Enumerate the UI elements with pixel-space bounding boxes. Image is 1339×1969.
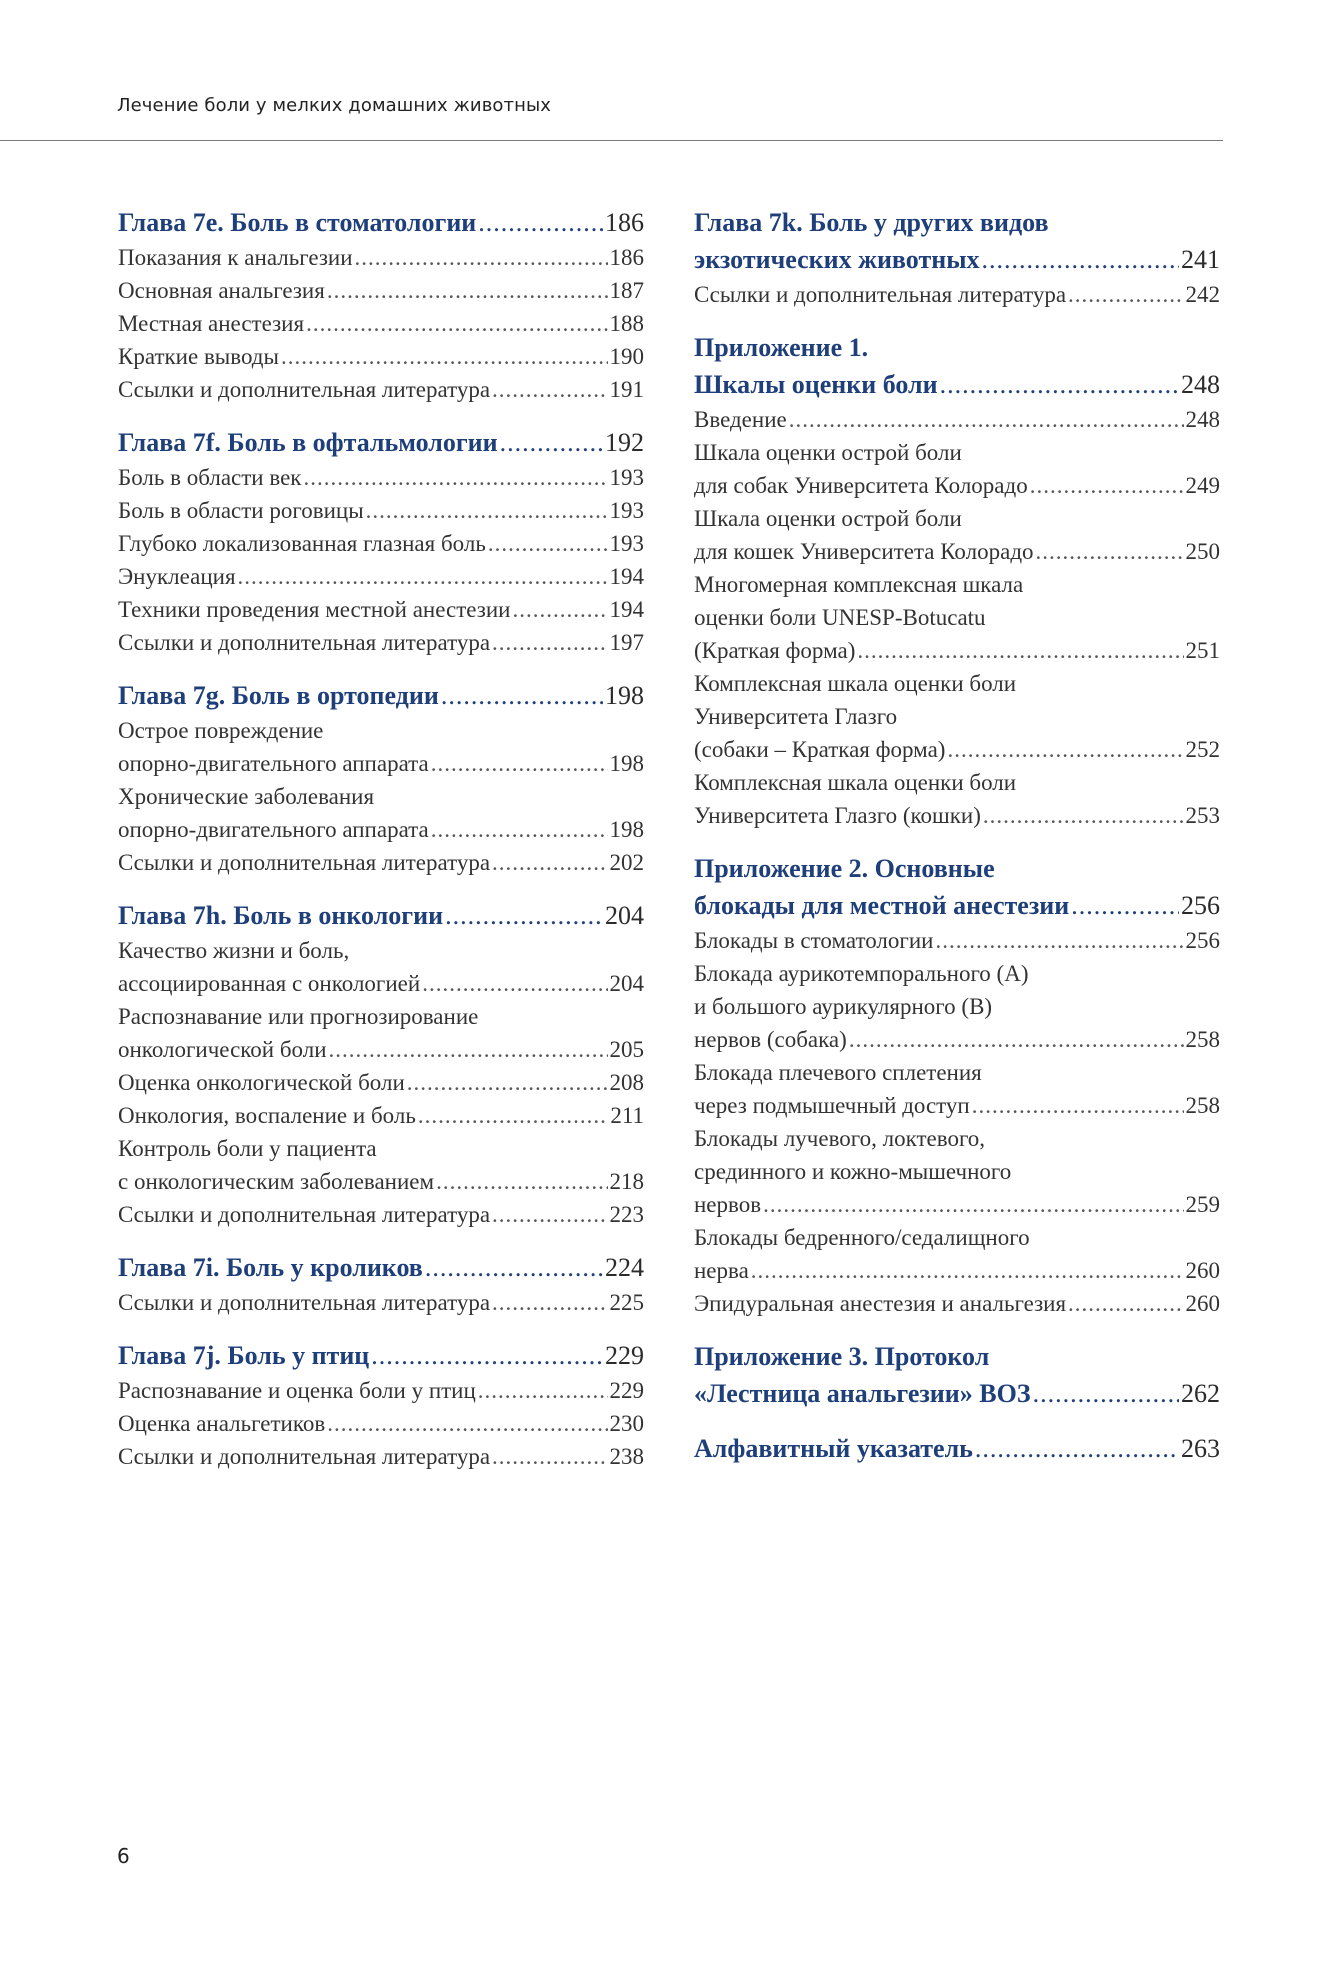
dot-leader [366,494,608,527]
dot-leader [281,340,608,373]
toc-heading-text: Шкалы оценки боли [694,370,938,399]
dot-leader [763,1188,1183,1221]
dot-leader [371,1337,603,1374]
toc-heading-text: Глава 7h. Боль в онкологии [118,901,444,930]
toc-heading-row[interactable] [694,366,1220,403]
toc-entry-line: Качество жизни и боль, [118,938,350,963]
toc-entry-row[interactable] [118,747,644,780]
toc-heading-text: Глава 7f. Боль в офтальмологии [118,428,498,457]
toc-entry-row[interactable] [118,593,644,626]
dot-leader [940,366,1179,403]
toc-entry-text: Ссылки и дополнительная литература [118,850,491,875]
toc-entry-text: через подмышечный доступ [694,1093,970,1118]
toc-page-number: 225 [609,1290,644,1315]
toc-page-number: 250 [1185,539,1220,564]
toc-heading-text: Алфавитный указатель [694,1434,973,1463]
dot-leader [422,967,607,1000]
dot-leader [492,373,607,406]
toc-entry-text: Местная анестезия [118,311,305,336]
dot-leader [488,527,608,560]
toc-page-number: 249 [1185,473,1220,498]
toc-entry-text: нерва [694,1258,749,1283]
dot-leader [303,461,607,494]
toc-entry-text: Эпидуральная анестезия и анальгезия [694,1291,1067,1316]
toc-page-number: 223 [609,1202,644,1227]
toc-entry-line: Шкала оценки острой боли [694,440,962,465]
dot-leader [441,677,603,714]
dot-leader [431,747,608,780]
toc-entry-row[interactable] [118,1286,644,1319]
toc-entry-text: Краткие выводы [118,344,279,369]
toc-entry-row[interactable] [694,403,1220,436]
toc-entry-text: нервов (собака) [694,1027,847,1052]
toc-page-number: 198 [609,817,644,842]
toc-right-column [694,204,1220,1485]
toc-entry-row[interactable] [118,1374,644,1407]
toc-entry-text: для кошек Университета Колорадо [694,539,1034,564]
toc-entry-row[interactable] [694,1188,1220,1221]
page-number: 6 [117,1844,130,1868]
toc-page-number: 192 [605,428,644,457]
toc-entry-text: опорно-двигательного аппарата [118,817,429,842]
toc-heading-row[interactable] [694,241,1220,278]
dot-leader [975,1430,1179,1467]
dot-leader [306,307,607,340]
dot-leader [238,560,608,593]
toc-page-number: 253 [1185,803,1220,828]
toc-entry-line: Шкала оценки острой боли [694,506,962,531]
toc-heading-row[interactable] [118,1249,644,1286]
toc-entry-line: оценки боли UNESP-Botucatu [694,605,986,630]
toc-heading-row[interactable] [118,677,644,714]
toc-page-number: 191 [609,377,644,402]
toc-heading-row[interactable] [694,1430,1220,1467]
toc-entry-text: Техники проведения местной анестезии [118,597,511,622]
dot-leader [327,1407,607,1440]
toc-heading-text: блокады для местной анестезии [694,891,1070,920]
toc-entry-row[interactable] [118,1440,644,1473]
toc-entry-row[interactable] [694,799,1220,832]
toc-page-number: 252 [1185,737,1220,762]
toc-entry-text: Онкология, воспаление и боль [118,1103,416,1128]
toc-entry-row[interactable] [118,274,644,307]
toc-entry-row[interactable] [694,924,1220,957]
toc-page-number: 256 [1181,891,1220,920]
toc-entry-row[interactable] [694,634,1220,667]
toc-heading-text: Глава 7j. Боль у птиц [118,1341,370,1370]
toc-heading-line: Приложение 3. Протокол [694,1342,990,1371]
dot-leader [947,733,1183,766]
toc-page-number: 190 [609,344,644,369]
toc-entry-text: Глубоко локализованная глазная боль [118,531,486,556]
dot-leader [1030,469,1184,502]
dot-leader [492,626,607,659]
toc-entry-row[interactable] [118,241,644,274]
toc-entry-row[interactable] [694,1023,1220,1056]
toc-entry-row[interactable] [118,813,644,846]
dot-leader [512,593,607,626]
toc-section [118,1337,644,1473]
toc-heading-line: Приложение 1. [694,333,869,362]
toc-page-number: 218 [609,1169,644,1194]
toc-heading-line: Приложение 2. Основные [694,854,995,883]
dot-leader [857,634,1183,667]
toc-page-number: 260 [1185,1258,1220,1283]
toc-entry-row[interactable] [118,1066,644,1099]
dot-leader [983,799,1184,832]
dot-leader [418,1099,609,1132]
toc-page-number: 238 [609,1444,644,1469]
toc-entry-text: с онкологическим заболеванием [118,1169,435,1194]
toc-section [694,1338,1220,1412]
toc-section [118,1249,644,1319]
toc-section [118,897,644,1231]
toc-entry-text: Университета Глазго (кошки) [694,803,981,828]
toc-entry-row[interactable] [118,340,644,373]
toc-heading-row[interactable] [694,887,1220,924]
toc-entry-row[interactable] [118,1099,644,1132]
running-title: Лечение боли у мелких домашних животных [117,95,552,116]
toc-entry-text: для собак Университета Колорадо [694,473,1028,498]
toc-entry-text: (Краткая форма) [694,638,856,663]
toc-heading-row[interactable] [694,1375,1220,1412]
toc-page-number: 204 [609,971,644,996]
toc-entry-row[interactable] [118,1198,644,1231]
toc-page-number: 193 [609,465,644,490]
toc-section [694,204,1220,311]
dot-leader [355,241,608,274]
toc-page-number: 259 [1185,1192,1220,1217]
toc-entry-line: Комплексная шкала оценки боли [694,770,1017,795]
toc-page-number: 205 [609,1037,644,1062]
dot-leader [445,897,603,934]
toc-section [118,677,644,879]
toc-page-number: 260 [1185,1291,1220,1316]
toc-page-number: 193 [609,498,644,523]
dot-leader [789,403,1184,436]
toc-entry-text: Боль в области век [118,465,302,490]
toc-left-column [118,204,644,1491]
toc-entry-row[interactable] [118,307,644,340]
toc-page-number: 197 [609,630,644,655]
toc-heading-text: Глава 7e. Боль в стоматологии [118,208,477,237]
toc-entry-row[interactable] [118,1165,644,1198]
dot-leader [1036,535,1184,568]
toc-page-number: 229 [605,1341,644,1370]
dot-leader [972,1089,1184,1122]
toc-entry-line: Многомерная комплексная шкала [694,572,1024,597]
toc-page-number: 188 [609,311,644,336]
toc-entry-text: Боль в области роговицы [118,498,364,523]
toc-page-number: 230 [609,1411,644,1436]
toc-heading-text: Глава 7i. Боль у кроликов [118,1253,423,1282]
dot-leader [935,924,1183,957]
header-divider [0,140,1223,141]
toc-entry-line: Блокады лучевого, локтевого, [694,1126,986,1151]
toc-entry-row[interactable] [694,1089,1220,1122]
toc-page-number: 241 [1181,245,1220,274]
toc-entry-row[interactable] [694,1254,1220,1287]
toc-heading-line: Глава 7k. Боль у других видов [694,208,1049,237]
dot-leader [436,1165,607,1198]
dot-leader [492,1198,607,1231]
dot-leader [849,1023,1184,1056]
dot-leader [478,1374,608,1407]
toc-page-number: 229 [609,1378,644,1403]
toc-heading-text: экзотических животных [694,245,980,274]
toc-section [694,1430,1220,1467]
toc-entry-row[interactable] [694,469,1220,502]
toc-page-number: 248 [1185,407,1220,432]
toc-entry-text: опорно-двигательного аппарата [118,751,429,776]
toc-section [694,850,1220,1320]
toc-entry-text: Ссылки и дополнительная литература [118,377,491,402]
toc-entry-row[interactable] [694,733,1220,766]
toc-entry-text: Блокады в стоматологии [694,928,934,953]
toc-page-number: 242 [1185,282,1220,307]
toc-page-number: 258 [1185,1027,1220,1052]
toc-entry-text: Ссылки и дополнительная литература [118,1444,491,1469]
dot-leader [425,1249,603,1286]
toc-heading-row[interactable] [118,1337,644,1374]
dot-leader [1068,278,1183,311]
toc-page-number: 211 [610,1103,644,1128]
toc-section [118,204,644,406]
toc-entry-text: Показания к анальгезии [118,245,353,270]
toc-heading-row[interactable] [118,897,644,934]
toc-entry-text: (собаки – Краткая форма) [694,737,946,762]
toc-section [694,329,1220,832]
toc-entry-line: Контроль боли у пациента [118,1136,377,1161]
dot-leader [478,204,603,241]
toc-page-number: 263 [1181,1434,1220,1463]
toc-entry-row[interactable] [118,846,644,879]
toc-entry-line: и большого аурикулярного (В) [694,994,993,1019]
toc-page-number: 208 [609,1070,644,1095]
toc-page-number: 194 [609,597,644,622]
toc-entry-text: Ссылки и дополнительная литература [118,1290,491,1315]
toc-page-number: 193 [609,531,644,556]
toc-page-number: 204 [605,901,644,930]
toc-page-number: 248 [1181,370,1220,399]
toc-entry-line: Острое повреждение [118,718,324,743]
toc-page-number: 198 [609,751,644,776]
toc-entry-text: ассоциированная с онкологией [118,971,421,996]
toc-page-number: 186 [609,245,644,270]
toc-entry-text: Ссылки и дополнительная литература [694,282,1067,307]
toc-entry-row[interactable] [694,535,1220,568]
toc-entry-line: Комплексная шкала оценки боли [694,671,1017,696]
toc-entry-row[interactable] [118,967,644,1000]
toc-entry-row[interactable] [694,1287,1220,1320]
toc-entry-row[interactable] [118,527,644,560]
toc-entry-row[interactable] [118,494,644,527]
toc-entry-text: нервов [694,1192,762,1217]
toc-entry-text: Введение [694,407,787,432]
toc-entry-line: Блокада аурикотемпорального (А) [694,961,1029,986]
toc-page-number: 187 [609,278,644,303]
toc-entry-line: Блокада плечевого сплетения [694,1060,982,1085]
toc-entry-row[interactable] [118,560,644,593]
toc-entry-line: Университета Глазго [694,704,898,729]
toc-section [118,424,644,659]
toc-entry-text: Основная анальгезия [118,278,325,303]
dot-leader [1033,1375,1179,1412]
toc-entry-text: Ссылки и дополнительная литература [118,1202,491,1227]
toc-entry-line: Блокады бедренного/седалищного [694,1225,1030,1250]
toc-entry-row[interactable] [118,461,644,494]
toc-page-number: 198 [605,681,644,710]
dot-leader [329,1033,608,1066]
dot-leader [431,813,608,846]
toc-entry-text: Распознавание и оценка боли у птиц [118,1378,476,1403]
dot-leader [982,241,1179,278]
dot-leader [500,424,603,461]
toc-heading-row[interactable] [118,424,644,461]
toc-page-number: 251 [1185,638,1220,663]
toc-page-number: 258 [1185,1093,1220,1118]
toc-entry-row[interactable] [694,278,1220,311]
toc-entry-line: срединного и кожно-мышечного [694,1159,1012,1184]
toc-entry-line: Хронические заболевания [118,784,375,809]
dot-leader [407,1066,608,1099]
dot-leader [1068,1287,1183,1320]
toc-page-number: 202 [609,850,644,875]
dot-leader [751,1254,1184,1287]
toc-entry-row[interactable] [118,626,644,659]
toc-entry-row[interactable] [118,1407,644,1440]
toc-entry-text: Оценка анальгетиков [118,1411,326,1436]
toc-entry-row[interactable] [118,373,644,406]
toc-entry-line: Распознавание или прогнозирование [118,1004,479,1029]
dot-leader [492,1440,607,1473]
toc-page-number: 256 [1185,928,1220,953]
dot-leader [327,274,608,307]
dot-leader [492,1286,607,1319]
dot-leader [492,846,607,879]
toc-page-number: 194 [609,564,644,589]
toc-heading-text: Глава 7g. Боль в ортопедии [118,681,439,710]
toc-entry-text: Оценка онкологической боли [118,1070,405,1095]
toc-heading-row[interactable] [118,204,644,241]
toc-heading-text: «Лестница анальгезии» ВОЗ [694,1379,1031,1408]
toc-page-number: 262 [1181,1379,1220,1408]
toc-page-number: 224 [605,1253,644,1282]
toc-page-number: 186 [605,208,644,237]
dot-leader [1071,887,1179,924]
toc-entry-row[interactable] [118,1033,644,1066]
toc-entry-text: Энуклеация [118,564,236,589]
toc-entry-text: Ссылки и дополнительная литература [118,630,491,655]
toc-entry-text: онкологической боли [118,1037,327,1062]
